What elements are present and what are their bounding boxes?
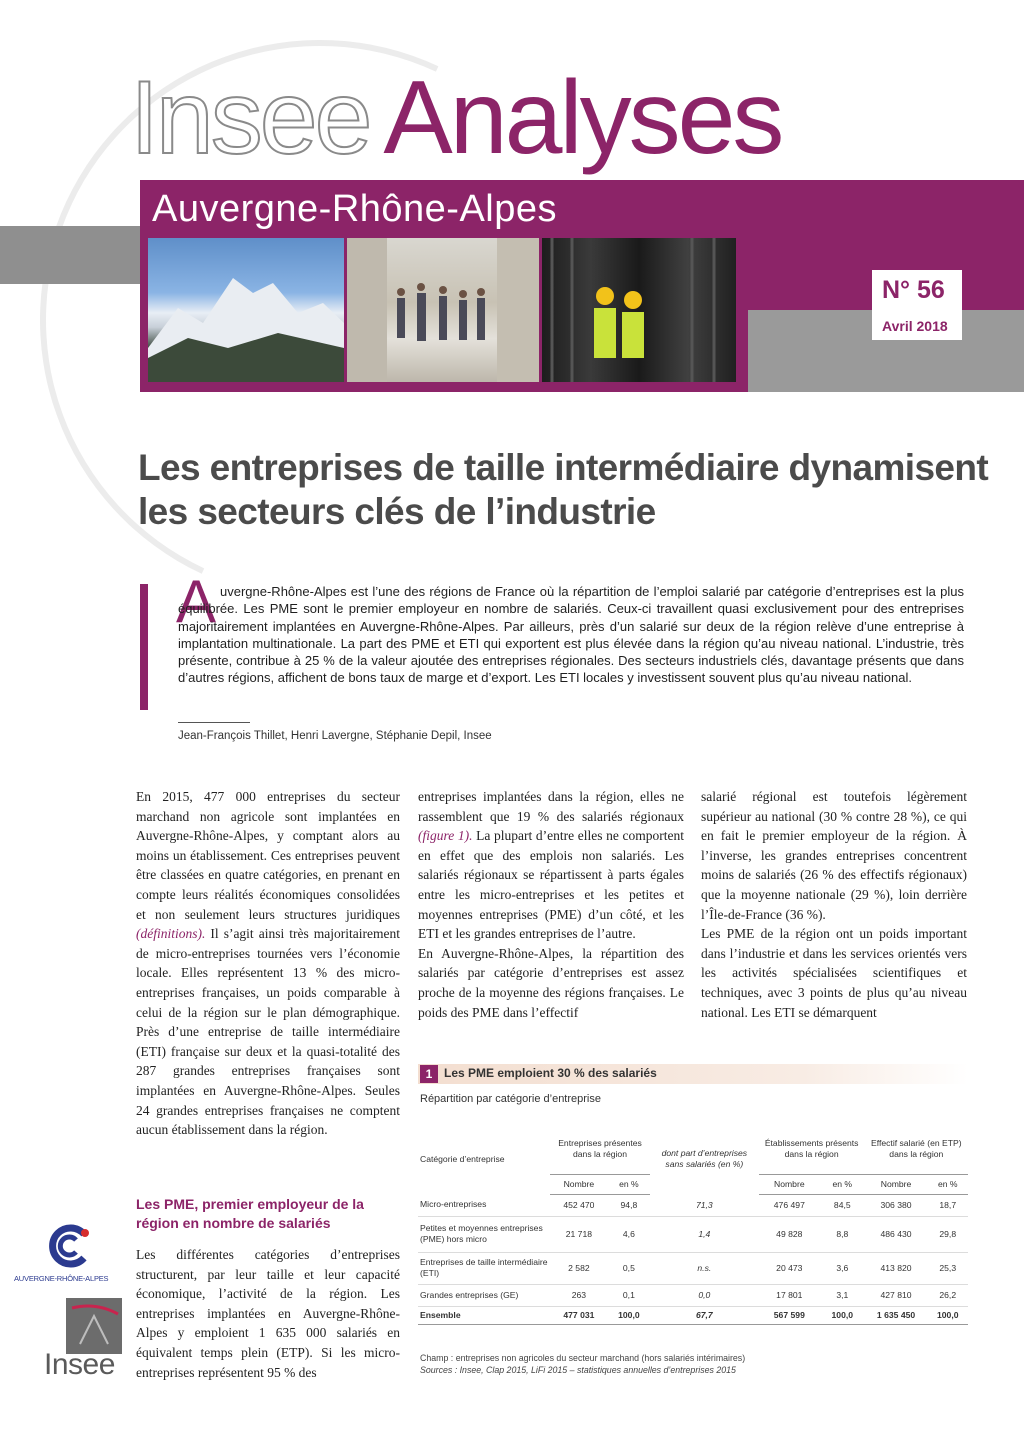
row-label: Micro-entreprises	[418, 1194, 550, 1216]
lead-drop-cap: A	[176, 568, 217, 635]
body-text: Il s’agit ainsi très majoritairement de micro-entreprises tournées vers l’économie locale. Elles représentent 13 % des micro-entreprises françaises, un poids comparable à celui de la région sur le plan démographique. Près d’une entreprise de taille intermédiaire (ETI) française sur deux et la quasi-totalité des 287 grandes entreprises françaises sont implantées en Auvergne-Rhône-Alpes. Seules 24 grandes entreprises françaises ne comptent aucun établissement dans la région.	[136, 926, 400, 1138]
cell: 306 380	[865, 1194, 928, 1216]
cell: 71,3	[650, 1194, 759, 1216]
photo-tyres-workers	[542, 238, 736, 382]
issue-date: Avril 2018	[882, 318, 948, 334]
figure-subtitle: Répartition par catégorie d’entreprise	[420, 1093, 601, 1105]
cell: 26,2	[928, 1284, 969, 1306]
cell: 413 820	[865, 1252, 928, 1284]
cell: 21 718	[550, 1216, 608, 1252]
header-etablissements: Établissements présents dans la région	[764, 1137, 859, 1159]
body-column-1	[136, 787, 400, 1140]
figure-champ: Champ : entreprises non agricoles du secteur marchand (hors salariés intérimaires)	[420, 1353, 746, 1363]
figure-table	[418, 1124, 968, 1325]
row-label: Grandes entreprises (GE)	[418, 1284, 550, 1306]
cell: 84,5	[820, 1194, 865, 1216]
cell: 486 430	[865, 1216, 928, 1252]
cell: n.s.	[650, 1252, 759, 1284]
row-label: Petites et moyennes entreprises (PME) hors micro	[418, 1216, 550, 1252]
cell: 1 635 450	[865, 1306, 928, 1324]
section-heading: Les PME, premier employeur de la région en nombre de salariés	[136, 1196, 364, 1231]
body-paragraph: Les PME de la région ont un poids important dans l’industrie et dans les services orientés vers les activités spécialisées scientifiques et techniques, avec 3 points de plus qu’au niveau national. Les ETI se démarquent	[701, 926, 967, 1020]
body-text: En 2015, 477 000 entreprises du secteur marchand non agricole sont implantées en Auvergne-Rhône-Alpes, y comptant alors au moins un établissement. Ces entreprises peuvent être classées en quatre catégories, en prenant en compte leurs réalités économiques consolidées et non seulement leurs structures juridiques	[136, 789, 400, 922]
header-nombre: Nombre	[550, 1174, 608, 1194]
cell: 2 582	[550, 1252, 608, 1284]
figure-sources	[420, 1352, 745, 1376]
cell: 0,0	[650, 1284, 759, 1306]
cell: 3,6	[820, 1252, 865, 1284]
brand-analyses: Analyses	[383, 60, 782, 176]
figure-title: Les PME emploient 30 % des salariés	[444, 1066, 657, 1080]
cell: 17 801	[759, 1284, 820, 1306]
cci-logo-icon	[44, 1222, 92, 1270]
table-row	[418, 1252, 968, 1284]
body-paragraph	[136, 787, 400, 1140]
cci-label: AUVERGNE-RHÔNE-ALPES	[14, 1274, 109, 1283]
body-paragraph: salarié régional est toutefois légèrement supérieur au national (30 % contre 28 %), ce qui en fait le premier employeur de la région. À l’inverse, les grandes entreprises concentrent moins de salariés (26 % des effectifs régionaux) que la moyenne nationale (29 %), loin derrière l’Île-de-France (36 %).	[701, 789, 967, 922]
header-pct: en %	[928, 1174, 969, 1194]
brand-insee: Insee	[130, 60, 370, 176]
cell: 25,3	[928, 1252, 969, 1284]
page-title: Les entreprises de taille intermédiaire dynamisent les secteurs clés de l’industrie	[138, 447, 989, 532]
cell: 567 599	[759, 1306, 820, 1324]
cell: 3,1	[820, 1284, 865, 1306]
insee-logo-text: Insee	[44, 1348, 115, 1381]
cell: 100,0	[820, 1306, 865, 1324]
body-text: entreprises implantées dans la région, elles ne rassemblent que 19 % des salariés régionaux	[418, 789, 684, 824]
reference-figure-1[interactable]: (figure 1).	[418, 828, 473, 844]
insee-logo-icon	[66, 1298, 122, 1354]
cell: 100,0	[928, 1306, 969, 1324]
cell: 20 473	[759, 1252, 820, 1284]
row-label: Ensemble	[418, 1306, 550, 1324]
photo-mountains	[148, 238, 344, 382]
authors: Jean-François Thillet, Henri Lavergne, Stéphanie Depil, Insee	[178, 730, 492, 742]
header-pct: en %	[820, 1174, 865, 1194]
table-row	[418, 1194, 968, 1216]
cell: 0,1	[608, 1284, 650, 1306]
cell: 476 497	[759, 1194, 820, 1216]
cell: 263	[550, 1284, 608, 1306]
lead-paragraph: uvergne-Rhône-Alpes est l’une des régions de France où la répartition de l’emploi salarié par catégorie d’entreprises est la plus équilibrée. Les PME sont le premier employeur en nombre de salariés. Ceux-ci travaillent quasi exclusivement pour des entreprises majoritairement implantées en Auvergne-Rhône-Alpes. Par ailleurs, près d’un salarié sur deux de la région relève d’une entreprise à implantation multinationale. La part des PME et ETI qui exportent est plus élevée dans la région qu’au niveau national. L’industrie, très présente, contribue à 25 % de la valeur ajoutée des entreprises régionales. Des secteurs industriels clés, davantage présents que dans d’autres régions, affichent de bons taux de marge et d’export. Les ETI locales y investissent souvent plus qu’au niveau national.	[178, 584, 964, 686]
cell: 94,8	[608, 1194, 650, 1216]
body-text: La plupart d’entre elles ne comportent en effet que des emplois non salariés. Les salariés régionaux se répartissent à parts égales entre les micro-entreprises et les petites et moyennes entreprises (PME) d’un côté, et les ETI et les grandes entreprises de l’autre.	[418, 828, 684, 942]
header-nombre: Nombre	[759, 1174, 820, 1194]
header-nombre: Nombre	[865, 1174, 928, 1194]
cell: 4,6	[608, 1216, 650, 1252]
cell: 100,0	[608, 1306, 650, 1324]
cell: 67,7	[650, 1306, 759, 1324]
grey-band-left	[0, 226, 150, 284]
body-paragraph: En Auvergne-Rhône-Alpes, la répartition des salariés par catégorie d’entreprises est assez proche de la moyenne des régions françaises. Le poids des PME dans l’effectif	[418, 945, 684, 1020]
header-pct: en %	[608, 1174, 650, 1194]
body-column-2	[418, 787, 684, 1022]
table-row	[418, 1216, 968, 1252]
table-row	[418, 1284, 968, 1306]
row-label: Entreprises de taille intermédiaire (ETI)	[418, 1252, 550, 1284]
authors-divider	[178, 722, 250, 723]
cell: 29,8	[928, 1216, 969, 1252]
photo-crowd	[347, 238, 539, 382]
reference-definitions[interactable]: (définitions).	[136, 926, 206, 942]
cell: 18,7	[928, 1194, 969, 1216]
publication-brand	[130, 60, 782, 176]
body-paragraph: Les différentes catégories d’entreprises structurent, par leur taille et leur capacité économique, l’activité de la région. Les entreprises implantées en Auvergne-Rhône-Alpes y emploient 1 635 000 salariés en équivalent temps plein (ETP). Si les micro-entreprises représentent 95 % des	[136, 1247, 400, 1380]
region-title: Auvergne-Rhône-Alpes	[152, 188, 558, 230]
cell: 8,8	[820, 1216, 865, 1252]
cell: 452 470	[550, 1194, 608, 1216]
header-entreprises: Entreprises présentes dans la région	[558, 1137, 642, 1159]
table-total-row	[418, 1306, 968, 1324]
header-dont-part: dont part d’entreprises sans salariés (en %)	[661, 1148, 748, 1169]
figure-number: 1	[420, 1065, 438, 1083]
cell: 427 810	[865, 1284, 928, 1306]
body-column-3	[701, 787, 967, 1022]
issue-number: N° 56	[882, 276, 945, 304]
cell: 49 828	[759, 1216, 820, 1252]
header-category: Catégorie d’entreprise	[420, 1153, 505, 1164]
cell: 0,5	[608, 1252, 650, 1284]
figure-sources-line: Sources : Insee, Clap 2015, LiFi 2015 – statistiques annuelles d’entreprises 2015	[420, 1365, 736, 1375]
lead-accent-bar	[140, 584, 148, 710]
body-column-1-continued	[136, 1245, 400, 1382]
header-effectif: Effectif salarié (en ETP) dans la région	[871, 1137, 962, 1159]
body-paragraph	[418, 787, 684, 944]
cell: 1,4	[650, 1216, 759, 1252]
cell: 477 031	[550, 1306, 608, 1324]
